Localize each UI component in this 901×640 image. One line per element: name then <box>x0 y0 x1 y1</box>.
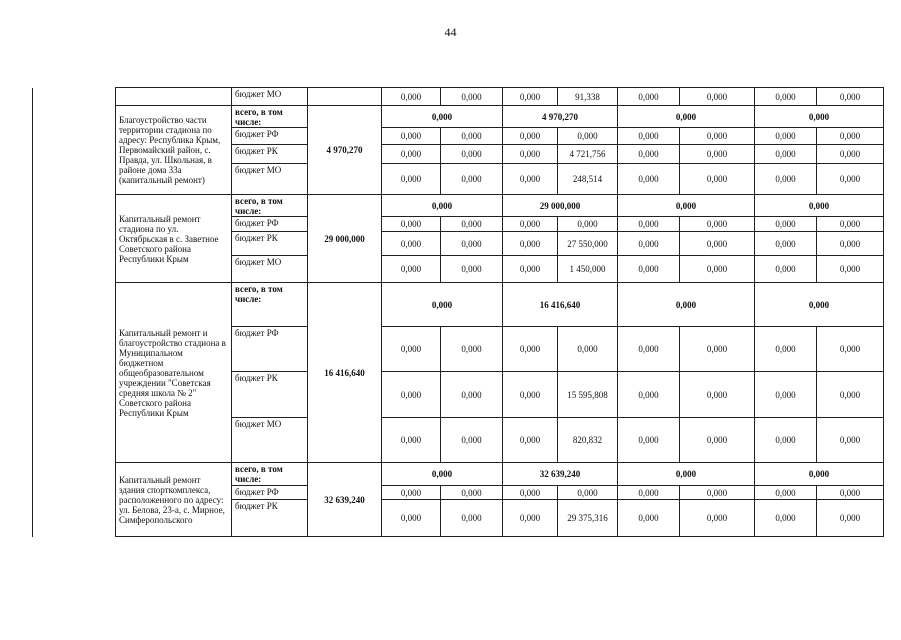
value-cell: 0,000 <box>817 372 884 418</box>
value-cell: 0,000 <box>382 164 441 195</box>
sum-cell: 0,000 <box>382 463 503 486</box>
value-cell: 0,000 <box>755 486 817 500</box>
sum-cell: 4 970,270 <box>503 106 618 128</box>
value-cell: 0,000 <box>680 418 755 463</box>
project-name: Капитальный ремонт здания спорткомплекса, расположенного по адресу: ул. Белова, 23-а, с. Мирное, Симферопольского <box>116 463 232 537</box>
value-cell: 0,000 <box>680 217 755 232</box>
value-cell: 0,000 <box>503 128 558 145</box>
value-cell: 0,000 <box>382 145 441 164</box>
empty-cell <box>33 283 116 463</box>
value-cell: 0,000 <box>441 372 503 418</box>
budget-table <box>32 87 884 537</box>
sum-cell: 32 639,240 <box>503 463 618 486</box>
value-cell: 1 450,000 <box>558 256 618 283</box>
project-name: Капитальный ремонт стадиона по ул. Октябрьская в с. Заветное Советского района Республики Крым <box>116 195 232 283</box>
value-cell: 0,000 <box>755 418 817 463</box>
budget-source: бюджет РК <box>232 145 308 164</box>
project-total: 16 416,640 <box>308 283 382 463</box>
value-cell: 0,000 <box>618 164 680 195</box>
budget-source: бюджет МО <box>232 164 308 195</box>
budget-source-all: всего, в том числе: <box>232 463 308 486</box>
value-cell: 91,338 <box>558 88 618 106</box>
value-cell: 0,000 <box>503 88 558 106</box>
value-cell: 0,000 <box>680 164 755 195</box>
value-cell: 0,000 <box>618 500 680 537</box>
value-cell: 0,000 <box>755 164 817 195</box>
value-cell: 0,000 <box>441 145 503 164</box>
value-cell: 248,514 <box>558 164 618 195</box>
value-cell: 0,000 <box>441 500 503 537</box>
value-cell: 0,000 <box>618 256 680 283</box>
budget-source: бюджет МО <box>232 256 308 283</box>
project-total: 29 000,000 <box>308 195 382 283</box>
table-row <box>33 106 884 128</box>
value-cell: 0,000 <box>618 88 680 106</box>
sum-cell: 0,000 <box>382 106 503 128</box>
value-cell: 0,000 <box>441 88 503 106</box>
value-cell: 0,000 <box>441 128 503 145</box>
value-cell: 0,000 <box>618 217 680 232</box>
budget-source: бюджет РК <box>232 232 308 256</box>
empty-cell <box>33 88 116 106</box>
value-cell: 4 721,756 <box>558 145 618 164</box>
value-cell: 0,000 <box>558 327 618 372</box>
value-cell: 0,000 <box>755 145 817 164</box>
value-cell: 820,832 <box>558 418 618 463</box>
value-cell: 0,000 <box>817 256 884 283</box>
value-cell: 0,000 <box>680 256 755 283</box>
budget-source: бюджет РФ <box>232 486 308 500</box>
value-cell: 0,000 <box>558 128 618 145</box>
sum-cell: 0,000 <box>755 283 884 327</box>
value-cell: 0,000 <box>755 232 817 256</box>
sum-cell: 0,000 <box>618 195 755 217</box>
value-cell: 0,000 <box>441 486 503 500</box>
value-cell: 0,000 <box>618 372 680 418</box>
page-number: 44 <box>444 25 457 39</box>
budget-source-all: всего, в том числе: <box>232 283 308 327</box>
value-cell: 0,000 <box>680 128 755 145</box>
project-name: Капитальный ремонт и благоустройство стадиона в Муниципальном бюджетном общеобразовательном учреждении "Советская средняя школа № 2" Советского района Республики Крым <box>116 283 232 463</box>
budget-source: бюджет РК <box>232 500 308 537</box>
project-total: 4 970,270 <box>308 106 382 195</box>
value-cell: 0,000 <box>382 327 441 372</box>
empty-cell <box>33 106 116 195</box>
sum-cell: 0,000 <box>618 283 755 327</box>
value-cell: 0,000 <box>817 88 884 106</box>
budget-source: бюджет РК <box>232 372 308 418</box>
value-cell: 0,000 <box>503 372 558 418</box>
budget-source: бюджет МО <box>232 88 308 106</box>
value-cell: 0,000 <box>382 232 441 256</box>
sum-cell: 0,000 <box>382 283 503 327</box>
sum-cell: 0,000 <box>618 463 755 486</box>
value-cell: 0,000 <box>441 232 503 256</box>
value-cell: 0,000 <box>503 232 558 256</box>
value-cell: 0,000 <box>817 145 884 164</box>
sum-cell: 0,000 <box>618 106 755 128</box>
value-cell: 0,000 <box>680 327 755 372</box>
sum-cell: 16 416,640 <box>503 283 618 327</box>
value-cell: 0,000 <box>441 327 503 372</box>
value-cell: 0,000 <box>618 128 680 145</box>
value-cell: 0,000 <box>817 486 884 500</box>
value-cell: 0,000 <box>382 88 441 106</box>
value-cell: 0,000 <box>680 486 755 500</box>
value-cell: 0,000 <box>503 500 558 537</box>
table-row <box>33 463 884 486</box>
value-cell: 0,000 <box>382 256 441 283</box>
value-cell: 0,000 <box>618 418 680 463</box>
value-cell: 0,000 <box>382 418 441 463</box>
value-cell: 0,000 <box>618 486 680 500</box>
value-cell: 0,000 <box>755 327 817 372</box>
value-cell: 0,000 <box>817 217 884 232</box>
value-cell: 0,000 <box>503 217 558 232</box>
value-cell: 0,000 <box>755 128 817 145</box>
value-cell: 0,000 <box>817 164 884 195</box>
value-cell: 0,000 <box>382 486 441 500</box>
value-cell: 0,000 <box>680 145 755 164</box>
table-row <box>33 283 884 327</box>
value-cell: 0,000 <box>382 217 441 232</box>
value-cell: 0,000 <box>503 256 558 283</box>
value-cell: 0,000 <box>817 232 884 256</box>
sum-cell: 29 000,000 <box>503 195 618 217</box>
budget-source: бюджет РФ <box>232 327 308 372</box>
value-cell: 0,000 <box>441 256 503 283</box>
value-cell: 0,000 <box>382 128 441 145</box>
value-cell: 0,000 <box>503 327 558 372</box>
budget-source-all: всего, в том числе: <box>232 195 308 217</box>
value-cell: 27 550,000 <box>558 232 618 256</box>
value-cell: 0,000 <box>755 256 817 283</box>
value-cell: 0,000 <box>503 486 558 500</box>
empty-cell <box>308 88 382 106</box>
value-cell: 0,000 <box>817 418 884 463</box>
value-cell: 0,000 <box>618 327 680 372</box>
value-cell: 0,000 <box>618 145 680 164</box>
value-cell: 15 595,808 <box>558 372 618 418</box>
value-cell: 29 375,316 <box>558 500 618 537</box>
value-cell: 0,000 <box>817 327 884 372</box>
value-cell: 0,000 <box>755 372 817 418</box>
value-cell: 0,000 <box>441 418 503 463</box>
project-total: 32 639,240 <box>308 463 382 537</box>
budget-source: бюджет МО <box>232 418 308 463</box>
value-cell: 0,000 <box>755 500 817 537</box>
sum-cell: 0,000 <box>755 106 884 128</box>
value-cell: 0,000 <box>817 500 884 537</box>
table-row <box>33 195 884 217</box>
sum-cell: 0,000 <box>755 463 884 486</box>
value-cell: 0,000 <box>755 88 817 106</box>
value-cell: 0,000 <box>680 372 755 418</box>
budget-source: бюджет РФ <box>232 128 308 145</box>
budget-source-all: всего, в том числе: <box>232 106 308 128</box>
sum-cell: 0,000 <box>755 195 884 217</box>
value-cell: 0,000 <box>680 88 755 106</box>
value-cell: 0,000 <box>618 232 680 256</box>
value-cell: 0,000 <box>503 145 558 164</box>
value-cell: 0,000 <box>680 232 755 256</box>
value-cell: 0,000 <box>755 217 817 232</box>
value-cell: 0,000 <box>441 164 503 195</box>
empty-cell <box>33 195 116 283</box>
value-cell: 0,000 <box>680 500 755 537</box>
empty-cell <box>116 88 232 106</box>
value-cell: 0,000 <box>382 500 441 537</box>
value-cell: 0,000 <box>558 486 618 500</box>
empty-cell <box>33 463 116 537</box>
value-cell: 0,000 <box>558 217 618 232</box>
value-cell: 0,000 <box>817 128 884 145</box>
value-cell: 0,000 <box>382 372 441 418</box>
value-cell: 0,000 <box>503 164 558 195</box>
value-cell: 0,000 <box>503 418 558 463</box>
table-row <box>33 88 884 106</box>
value-cell: 0,000 <box>441 217 503 232</box>
budget-source: бюджет РФ <box>232 217 308 232</box>
sum-cell: 0,000 <box>382 195 503 217</box>
project-name: Благоустройство части территории стадиона по адресу: Республика Крым, Первомайский район, с. Правда, ул. Школьная, в районе дома 33а (капитальный ремонт) <box>116 106 232 195</box>
